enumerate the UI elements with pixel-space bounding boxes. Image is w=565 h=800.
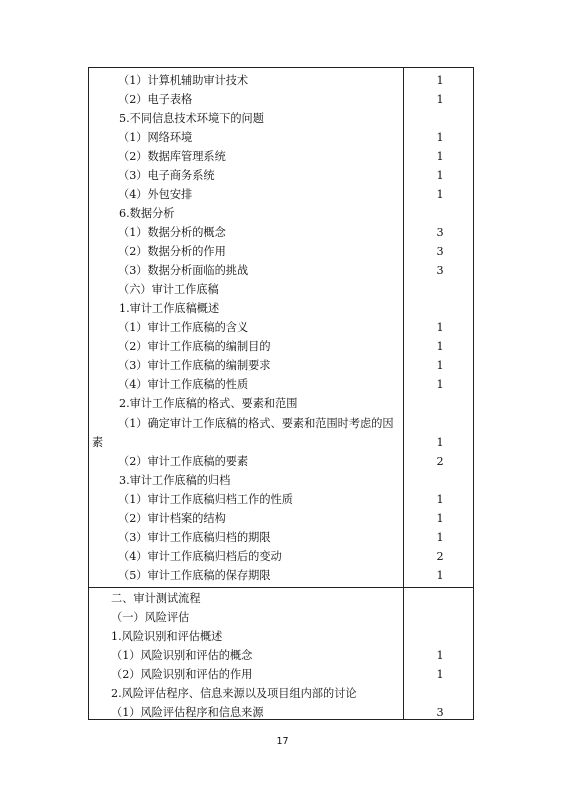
- table-row: [88, 242, 474, 261]
- item-level: 1: [436, 359, 444, 372]
- item-text: 1.风险识别和评估概述: [111, 630, 223, 643]
- table-row: [88, 452, 474, 471]
- table-row: [88, 356, 474, 375]
- item-text: （1）风险识别和评估的概念: [111, 649, 253, 662]
- item-level: 1: [436, 512, 444, 525]
- item-text: （2）电子表格: [118, 93, 193, 106]
- table-row: [88, 280, 474, 299]
- item-level: 1: [436, 531, 444, 544]
- item-text-continuation: 素: [92, 436, 104, 449]
- item-level: 1: [436, 74, 444, 87]
- table-row: [88, 394, 474, 413]
- item-level: 3: [436, 706, 444, 719]
- item-text: （4）审计工作底稿的性质: [118, 378, 249, 391]
- item-text: （1）确定审计工作底稿的格式、要素和范围时考虑的因: [118, 417, 394, 430]
- table-row: [88, 589, 474, 608]
- table-row: [88, 433, 474, 452]
- table-row: [88, 703, 474, 722]
- item-level: 3: [436, 226, 444, 239]
- item-text: 2.风险评估程序、信息来源以及项目组内部的讨论: [111, 687, 357, 700]
- item-level: 1: [436, 668, 444, 681]
- table-row: [88, 128, 474, 147]
- item-text: （六）审计工作底稿: [118, 283, 219, 296]
- item-level: 1: [436, 436, 444, 449]
- item-text: （2）审计工作底稿的编制目的: [118, 340, 271, 353]
- table-row: [88, 547, 474, 566]
- item-level: 1: [436, 131, 444, 144]
- item-text: （3）电子商务系统: [118, 169, 215, 182]
- table-row: [88, 566, 474, 585]
- item-text: 二、审计测试流程: [111, 592, 201, 605]
- item-text: （1）计算机辅助审计技术: [118, 74, 249, 87]
- item-level: 1: [436, 93, 444, 106]
- table-row: [88, 528, 474, 547]
- table-row: [88, 109, 474, 128]
- item-text: （2）风险识别和评估的作用: [111, 668, 253, 681]
- item-text: （1）审计工作底稿归档工作的性质: [118, 493, 293, 506]
- item-text: 5.不同信息技术环境下的问题: [119, 112, 264, 125]
- page-number: 17: [276, 736, 289, 747]
- item-text: （2）数据库管理系统: [118, 150, 226, 163]
- item-level: 1: [436, 321, 444, 334]
- item-text: （2）审计档案的结构: [118, 512, 226, 525]
- item-text: 6.数据分析: [119, 207, 175, 220]
- table-row: [88, 71, 474, 90]
- item-text: （5）审计工作底稿的保存期限: [118, 569, 271, 582]
- item-level: 1: [436, 188, 444, 201]
- item-text: （2）数据分析的作用: [118, 245, 226, 258]
- table-row: [88, 490, 474, 509]
- item-text: （2）审计工作底稿的要素: [118, 455, 249, 468]
- table-row: [88, 147, 474, 166]
- table-row: [88, 166, 474, 185]
- table-row: [88, 414, 474, 433]
- item-level: 3: [436, 245, 444, 258]
- table-row: [88, 608, 474, 627]
- item-text: （1）数据分析的概念: [118, 226, 226, 239]
- item-level: 2: [436, 550, 444, 563]
- item-text: 1.审计工作底稿概述: [119, 302, 220, 315]
- item-text: （1）网络环境: [118, 131, 193, 144]
- item-level: 3: [436, 264, 444, 277]
- item-text: （4）审计工作底稿归档后的变动: [118, 550, 282, 563]
- item-text: 2.审计工作底稿的格式、要素和范围: [119, 397, 298, 410]
- item-level: 1: [436, 649, 444, 662]
- item-level: 1: [436, 493, 444, 506]
- item-text: （3）数据分析面临的挑战: [118, 264, 249, 277]
- item-level: 1: [436, 150, 444, 163]
- table-row: [88, 509, 474, 528]
- item-level: 2: [436, 455, 444, 468]
- table-row: [88, 185, 474, 204]
- item-text: （4）外包安排: [118, 188, 193, 201]
- table-row: [88, 90, 474, 109]
- table-row: [88, 471, 474, 490]
- item-text: （1）风险评估程序和信息来源: [111, 706, 264, 719]
- table-row: [88, 261, 474, 280]
- item-text: （3）审计工作底稿的编制要求: [118, 359, 271, 372]
- table-row: [88, 318, 474, 337]
- table-row: [88, 627, 474, 646]
- section-divider: [88, 587, 474, 588]
- item-text: 3.审计工作底稿的归档: [119, 474, 231, 487]
- table-row: [88, 223, 474, 242]
- item-level: 1: [436, 378, 444, 391]
- item-level: 1: [436, 169, 444, 182]
- table-row: [88, 665, 474, 684]
- item-level: 1: [436, 569, 444, 582]
- table-row: [88, 337, 474, 356]
- table-row: [88, 375, 474, 394]
- item-text: （3）审计工作底稿归档的期限: [118, 531, 271, 544]
- item-text: （1）审计工作底稿的含义: [118, 321, 249, 334]
- item-level: 1: [436, 340, 444, 353]
- table-row: [88, 299, 474, 318]
- table-row: [88, 204, 474, 223]
- table-row: [88, 684, 474, 703]
- item-text: （一）风险评估: [111, 611, 190, 624]
- table-row: [88, 646, 474, 665]
